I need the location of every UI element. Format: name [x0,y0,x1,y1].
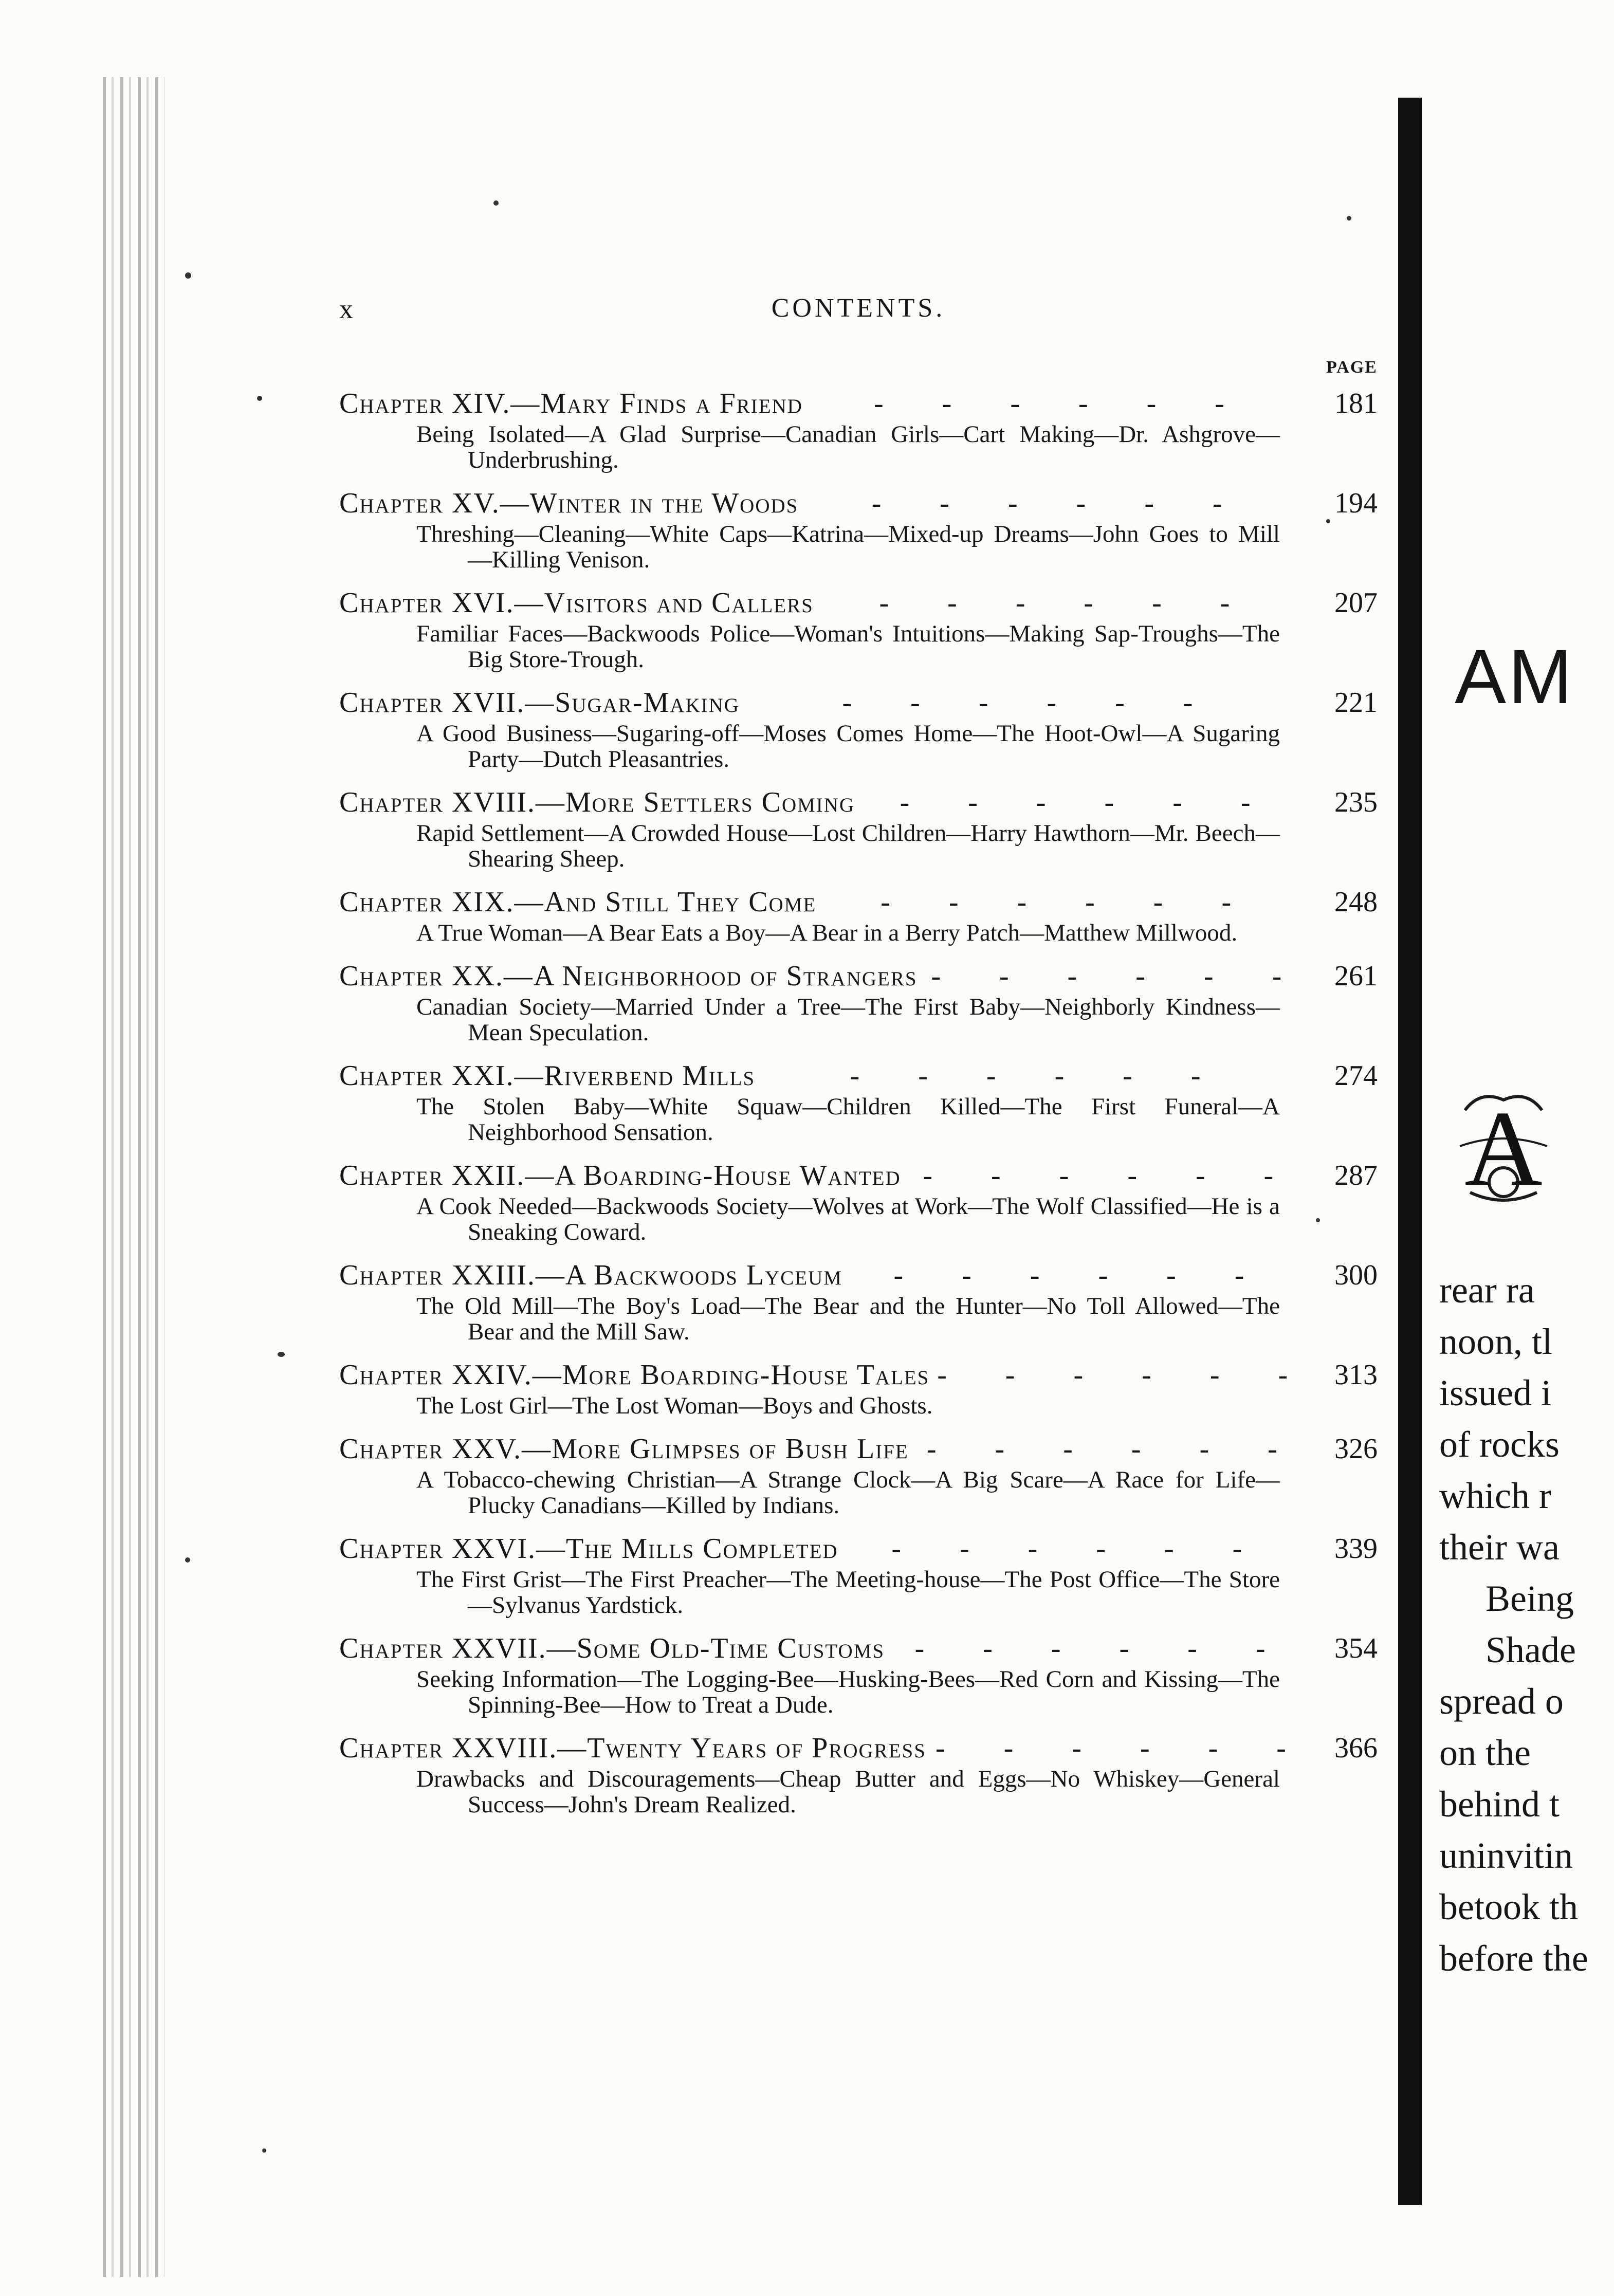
chapter-title: Chapter XXVII.—Some Old-Time Customs [339,1632,885,1664]
chapter-heading [339,1058,1378,1094]
chapter-summary: A Cook Needed—Backwoods Society—Wolves at Work—The Wolf Classified—He is a Sneaking Coward. [416,1193,1280,1245]
page-fold-shadow [1398,98,1422,2205]
chapter-title: Chapter XVIII.—More Settlers Coming [339,786,855,818]
adjacent-line: of rocks [1439,1424,1560,1465]
contents-entry [339,1058,1378,1145]
chapter-summary: Being Isolated—A Glad Surprise—Canadian Girls—Cart Making—Dr. Ashgrove—Underbrushing. [416,421,1280,473]
chapter-summary: The Lost Girl—The Lost Woman—Boys and Ghosts. [416,1392,933,1419]
adjacent-line: Shade [1485,1629,1576,1670]
chapter-page: 181 [1334,388,1378,419]
chapter-page: 326 [1334,1433,1378,1465]
contents-entry [339,1257,1378,1345]
chapter-page: 313 [1334,1359,1378,1391]
leader-dots: - - - - - - [871,487,1248,519]
adjacent-line: before the [1439,1938,1588,1979]
contents-page [339,288,1378,1830]
leader-dots: - - - - - - [893,1259,1270,1291]
chapter-heading [339,1257,1378,1293]
chapter-title: Chapter XXI.—Riverbend Mills [339,1060,756,1092]
adjacent-line: betook th [1439,1886,1578,1927]
adjacent-line: which r [1439,1475,1551,1516]
chapter-page: 207 [1334,587,1378,619]
leader-dots: - - - - - - [874,388,1250,419]
leader-dots: - - - - - - [900,786,1276,818]
chapter-summary: The First Grist—The First Preacher—The Meeting-house—The Post Office—The Store—Sylvanus Yardstick. [416,1566,1280,1619]
contents-entry [339,1357,1378,1419]
adjacent-line: their wa [1439,1527,1560,1568]
chapter-title: Chapter XXII.—A Boarding-House Wanted [339,1160,901,1191]
running-title: CONTENTS. [771,293,946,323]
leader-dots: - - - - - - [926,1433,1303,1465]
contents-entry [339,585,1378,672]
chapter-heading [339,1730,1378,1766]
chapter-page: 339 [1334,1533,1378,1565]
ornamental-drop-cap [1450,1079,1557,1213]
chapter-heading [339,385,1378,421]
chapter-heading [339,1630,1378,1666]
contents-entry [339,385,1378,473]
leader-dots: - - - - - - [923,1160,1299,1191]
adjacent-line: spread o [1439,1681,1564,1722]
chapter-summary: Rapid Settlement—A Crowded House—Lost Children—Harry Hawthorn—Mr. Beech—Shearing Sheep. [416,820,1280,872]
chapter-summary: Seeking Information—The Logging-Bee—Husking-Bees—Red Corn and Kissing—The Spinning-Bee—How to Treat a Dude. [416,1666,1280,1718]
chapter-page: 235 [1334,786,1378,818]
binding-gutter [103,77,164,2277]
chapter-summary: The Stolen Baby—White Squaw—Children Killed—The First Funeral—A Neighborhood Sensation. [416,1093,1280,1146]
contents-entry [339,784,1378,872]
adjacent-page-lines [1439,1264,1588,1984]
adjacent-line: noon, tl [1439,1321,1553,1362]
chapter-heading [339,685,1378,721]
chapter-title: Chapter XIX.—And Still They Come [339,886,817,918]
chapter-title: Chapter XVII.—Sugar-Making [339,687,740,719]
chapter-page: 221 [1334,687,1378,719]
adjacent-line: behind t [1439,1784,1560,1825]
chapter-title: Chapter XV.—Winter in the Woods [339,487,799,519]
chapter-heading [339,784,1378,820]
chapter-summary: A Good Business—Sugaring-off—Moses Comes Home—The Hoot-Owl—A Sugaring Party—Dutch Pleasantries. [416,720,1280,773]
chapter-title: Chapter XIV.—Mary Finds a Friend [339,388,803,419]
contents-entry [339,685,1378,772]
chapter-heading [339,485,1378,521]
contents-entry [339,1730,1378,1817]
chapter-heading [339,1357,1378,1393]
leader-dots: - - - - - - [850,1060,1226,1092]
contents-entry [339,958,1378,1045]
page-column-label: PAGE [1326,358,1378,377]
chapter-summary: Familiar Faces—Backwoods Police—Woman's Intuitions—Making Sap-Troughs—The Big Store-Trough. [416,620,1280,673]
chapter-heading [339,958,1378,994]
leader-dots: - - - - - - [936,1732,1312,1764]
contents-entry [339,1431,1378,1518]
contents-entry [339,1630,1378,1718]
chapter-summary: Canadian Society—Married Under a Tree—The First Baby—Neighborly Kindness—Mean Speculation. [416,994,1280,1046]
leader-dots: - - - - - - [881,886,1257,918]
chapter-page: 274 [1334,1060,1378,1092]
leader-dots: - - - - - - [879,587,1256,619]
adjacent-page-fragment [1434,0,1614,2296]
chapter-title: Chapter XXIII.—A Backwoods Lyceum [339,1259,842,1291]
page-number: x [339,293,353,324]
contents-entry [339,1158,1378,1245]
chapter-summary: A True Woman—A Bear Eats a Boy—A Bear in a Berry Patch—Matthew Millwood. [416,920,1238,946]
chapter-title: Chapter XVI.—Visitors and Callers [339,587,814,619]
chapter-heading [339,1431,1378,1467]
adjacent-page-heading: AM [1455,633,1574,720]
contents-entry [339,485,1378,573]
chapter-summary: The Old Mill—The Boy's Load—The Bear and the Hunter—No Toll Allowed—The Bear and the Mill Saw. [416,1293,1280,1345]
leader-dots: - - - - - - [842,687,1219,719]
chapter-title: Chapter XXIV.—More Boarding-House Tales [339,1359,930,1391]
adjacent-line: Being [1485,1578,1574,1619]
contents-list [339,385,1378,1817]
chapter-title: Chapter XX.—A Neighborhood of Strangers [339,960,918,992]
chapter-title: Chapter XXVI.—The Mills Completed [339,1533,838,1565]
chapter-heading [339,1158,1378,1193]
chapter-page: 194 [1334,487,1378,519]
leader-dots: - - - - - - [937,1359,1314,1391]
adjacent-line: uninvitin [1439,1835,1573,1876]
contents-entry [339,1531,1378,1618]
leader-dots: - - - - - - [891,1533,1268,1565]
chapter-page: 354 [1334,1632,1378,1664]
chapter-heading [339,884,1378,920]
contents-entry [339,884,1378,946]
chapter-title: Chapter XXVIII.—Twenty Years of Progress [339,1732,926,1764]
chapter-summary: Threshing—Cleaning—White Caps—Katrina—Mixed-up Dreams—John Goes to Mill—Killing Venison. [416,521,1280,573]
chapter-page: 261 [1334,960,1378,992]
chapter-page: 300 [1334,1259,1378,1291]
drop-cap-letter: A [1464,1089,1543,1208]
chapter-summary: A Tobacco-chewing Christian—A Strange Clock—A Big Scare—A Race for Life—Plucky Canadians—Killed by Indians. [416,1466,1280,1519]
chapter-summary: Drawbacks and Discouragements—Cheap Butter and Eggs—No Whiskey—General Success—John's Dream Realized. [416,1766,1280,1818]
chapter-heading [339,585,1378,621]
chapter-heading [339,1531,1378,1567]
leader-dots: - - - - - - [914,1632,1291,1664]
leader-dots: - - - - - - [931,960,1308,992]
adjacent-line: rear ra [1439,1270,1535,1311]
chapter-page: 366 [1334,1732,1378,1764]
chapter-title: Chapter XXV.—More Glimpses of Bush Life [339,1433,909,1465]
chapter-page: 287 [1334,1160,1378,1191]
adjacent-line: issued i [1439,1372,1552,1413]
page-header [339,288,1378,339]
chapter-page: 248 [1334,886,1378,918]
adjacent-line: on the [1439,1732,1531,1773]
